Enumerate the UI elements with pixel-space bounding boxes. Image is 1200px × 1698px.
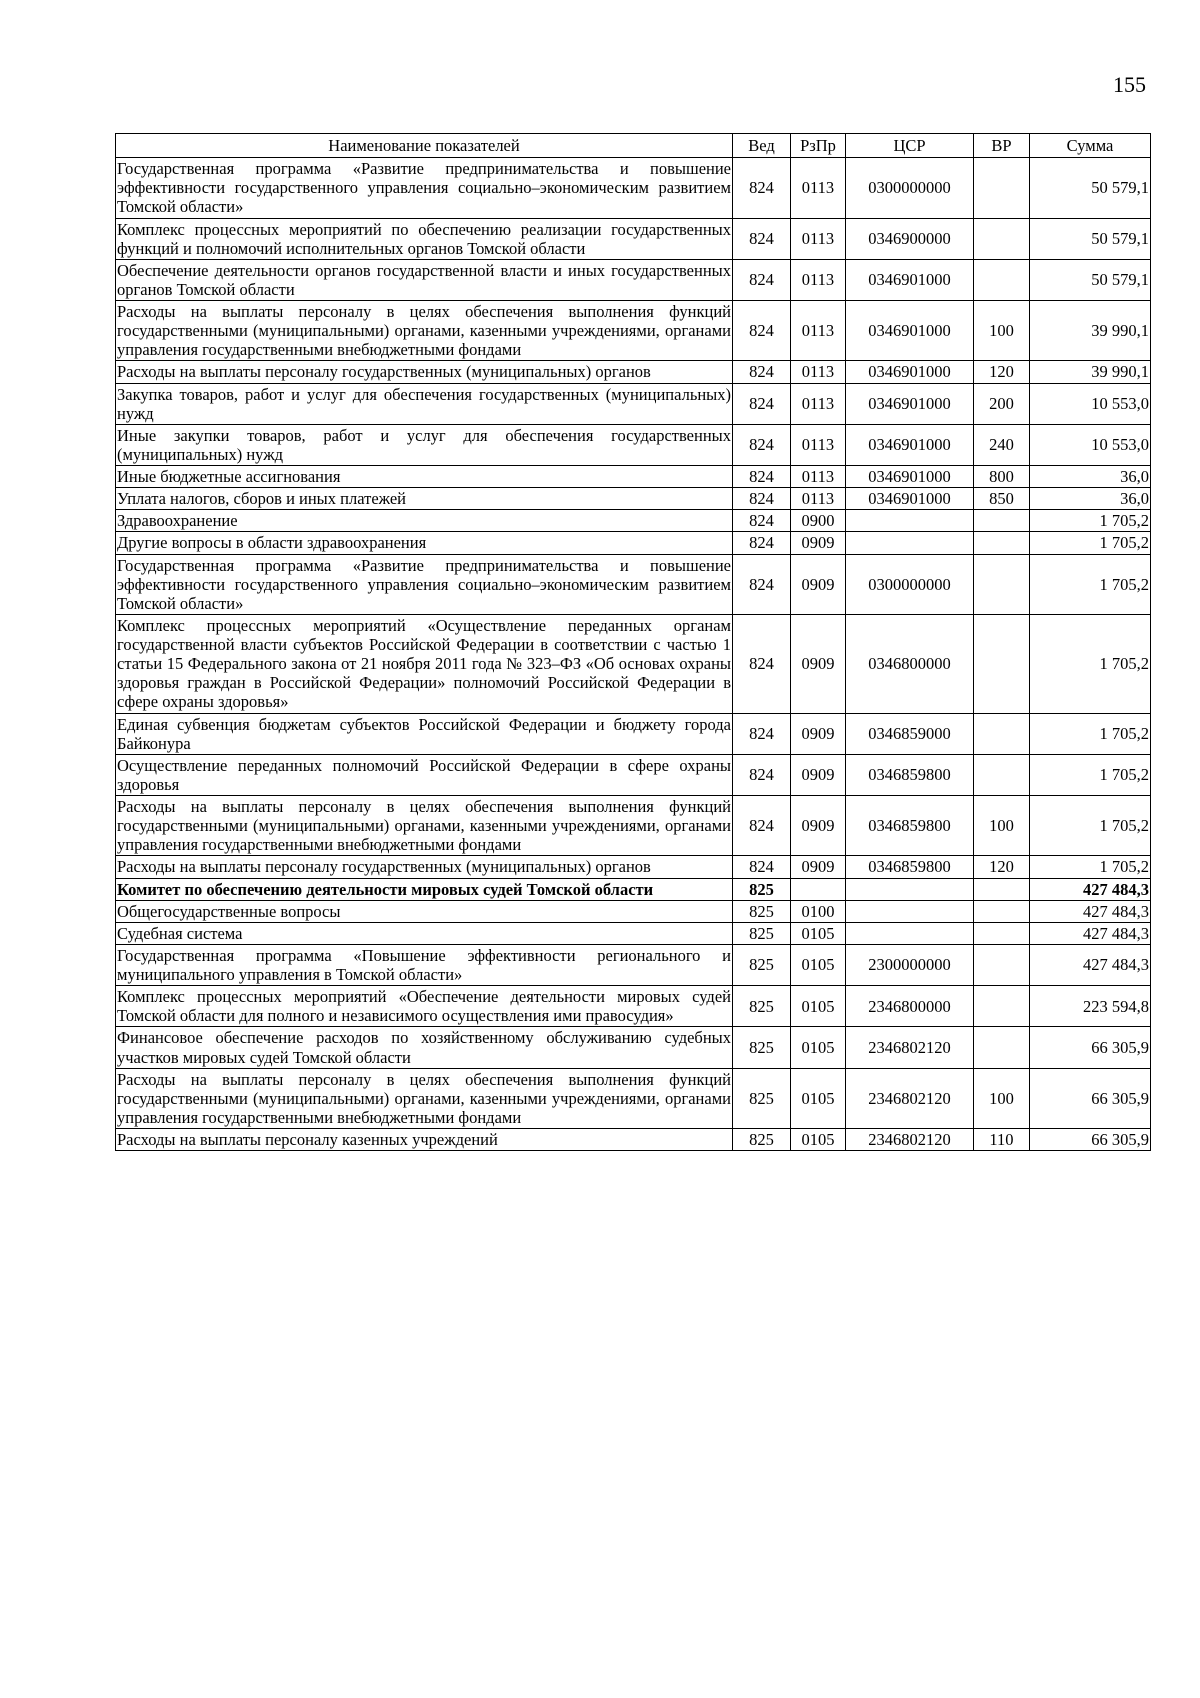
cell-ved: 824 xyxy=(733,301,791,361)
cell-vr xyxy=(974,713,1030,754)
cell-vr: 100 xyxy=(974,301,1030,361)
cell-vr xyxy=(974,944,1030,985)
cell-name: Комплекс процессных мероприятий «Обеспечение деятельности мировых судей Томской области для полного и независимого осуществления ими правосудия» xyxy=(117,987,731,1026)
table-row xyxy=(116,259,1151,300)
cell-name: Иные бюджетные ассигнования xyxy=(116,466,733,488)
cell-vr xyxy=(974,510,1030,532)
table-row xyxy=(116,900,1151,922)
cell-ved: 824 xyxy=(733,614,791,713)
cell-csr: 2300000000 xyxy=(846,944,974,985)
header-sum: Сумма xyxy=(1030,134,1151,158)
cell-rzpr: 0113 xyxy=(791,361,846,383)
cell-csr xyxy=(846,878,974,900)
cell-vr xyxy=(974,922,1030,944)
header-vr: ВР xyxy=(974,134,1030,158)
cell-name: Финансовое обеспечение расходов по хозяйственному обслуживанию судебных участков мировых судей Томской области xyxy=(117,1028,731,1067)
cell-sum: 427 484,3 xyxy=(1030,900,1151,922)
cell-vr: 120 xyxy=(974,361,1030,383)
cell-rzpr xyxy=(791,878,846,900)
table-header xyxy=(116,134,1151,158)
cell-rzpr: 0909 xyxy=(791,713,846,754)
cell-rzpr: 0105 xyxy=(791,1129,846,1151)
cell-ved: 824 xyxy=(733,856,791,878)
cell-csr: 2346800000 xyxy=(846,986,974,1027)
cell-ved: 824 xyxy=(733,158,791,218)
cell-csr: 0346859000 xyxy=(846,713,974,754)
cell-rzpr: 0113 xyxy=(791,301,846,361)
cell-sum: 66 305,9 xyxy=(1030,1068,1151,1128)
table-body xyxy=(116,158,1151,1151)
cell-ved: 824 xyxy=(733,361,791,383)
cell-vr: 800 xyxy=(974,466,1030,488)
cell-vr xyxy=(974,554,1030,614)
cell-sum: 36,0 xyxy=(1030,466,1151,488)
cell-sum: 427 484,3 xyxy=(1030,922,1151,944)
table-row xyxy=(116,510,1151,532)
cell-name: Единая субвенция бюджетам субъектов Российской Федерации и бюджету города Байконура xyxy=(117,714,731,753)
cell-ved: 825 xyxy=(733,986,791,1027)
table-row xyxy=(116,614,1151,713)
cell-sum: 39 990,1 xyxy=(1030,361,1151,383)
cell-csr: 0346901000 xyxy=(846,424,974,465)
cell-sum: 10 553,0 xyxy=(1030,383,1151,424)
cell-sum: 50 579,1 xyxy=(1030,259,1151,300)
cell-csr xyxy=(846,922,974,944)
cell-name: Комплекс процессных мероприятий по обеспечению реализации государственных функций и полномочий исполнительных органов Томской области xyxy=(117,219,731,258)
cell-ved: 825 xyxy=(733,944,791,985)
cell-ved: 824 xyxy=(733,466,791,488)
cell-rzpr: 0105 xyxy=(791,944,846,985)
budget-table xyxy=(115,133,1151,1151)
cell-ved: 825 xyxy=(733,1129,791,1151)
cell-csr: 0346800000 xyxy=(846,614,974,713)
table-row xyxy=(116,218,1151,259)
header-rzpr: РзПр xyxy=(791,134,846,158)
header-ved: Вед xyxy=(733,134,791,158)
cell-rzpr: 0105 xyxy=(791,1027,846,1068)
cell-rzpr: 0113 xyxy=(791,218,846,259)
cell-name: Расходы на выплаты персоналу в целях обеспечения выполнения функций государственными (муниципальными) органами, казенными учреждениями, органами управления государственными внебюджетными фондами xyxy=(117,1069,731,1127)
cell-vr xyxy=(974,1027,1030,1068)
table-row xyxy=(116,532,1151,554)
cell-name: Осуществление переданных полномочий Российской Федерации в сфере охраны здоровья xyxy=(117,755,731,794)
cell-rzpr: 0909 xyxy=(791,554,846,614)
cell-ved: 825 xyxy=(733,878,791,900)
cell-csr: 0346859800 xyxy=(846,796,974,856)
cell-ved: 824 xyxy=(733,488,791,510)
table-row xyxy=(116,158,1151,218)
cell-vr xyxy=(974,986,1030,1027)
cell-name: Государственная программа «Развитие предпринимательства и повышение эффективности государственного управления социально–экономическим развитием Томской области» xyxy=(117,555,731,613)
cell-csr: 0346859800 xyxy=(846,754,974,795)
table-row xyxy=(116,878,1151,900)
cell-ved: 824 xyxy=(733,383,791,424)
table-row xyxy=(116,301,1151,361)
cell-vr: 100 xyxy=(974,796,1030,856)
cell-vr: 240 xyxy=(974,424,1030,465)
cell-name: Расходы на выплаты персоналу казенных учреждений xyxy=(116,1129,733,1151)
cell-vr: 200 xyxy=(974,383,1030,424)
cell-rzpr: 0909 xyxy=(791,754,846,795)
cell-name: Уплата налогов, сборов и иных платежей xyxy=(116,488,733,510)
cell-ved: 824 xyxy=(733,424,791,465)
cell-ved: 824 xyxy=(733,532,791,554)
cell-name: Судебная система xyxy=(116,922,733,944)
cell-name: Расходы на выплаты персоналу в целях обеспечения выполнения функций государственными (муниципальными) органами, казенными учреждениями, органами управления государственными внебюджетными фондами xyxy=(117,797,731,855)
cell-csr: 2346802120 xyxy=(846,1068,974,1128)
cell-ved: 824 xyxy=(733,218,791,259)
table-row xyxy=(116,466,1151,488)
cell-csr: 2346802120 xyxy=(846,1027,974,1068)
cell-sum: 1 705,2 xyxy=(1030,614,1151,713)
cell-vr xyxy=(974,754,1030,795)
cell-rzpr: 0909 xyxy=(791,796,846,856)
cell-csr: 0346901000 xyxy=(846,466,974,488)
header-csr: ЦСР xyxy=(846,134,974,158)
cell-vr xyxy=(974,900,1030,922)
table-row xyxy=(116,1129,1151,1151)
cell-vr: 120 xyxy=(974,856,1030,878)
cell-sum: 50 579,1 xyxy=(1030,158,1151,218)
cell-rzpr: 0105 xyxy=(791,1068,846,1128)
cell-name: Расходы на выплаты персоналу в целях обеспечения выполнения функций государственными (муниципальными) органами, казенными учреждениями, органами управления государственными внебюджетными фондами xyxy=(117,302,731,360)
cell-vr xyxy=(974,532,1030,554)
cell-ved: 825 xyxy=(733,922,791,944)
table-row xyxy=(116,713,1151,754)
cell-sum: 1 705,2 xyxy=(1030,510,1151,532)
cell-rzpr: 0105 xyxy=(791,986,846,1027)
header-row xyxy=(116,134,1151,158)
table-row xyxy=(116,922,1151,944)
table-row xyxy=(116,754,1151,795)
cell-rzpr: 0909 xyxy=(791,532,846,554)
cell-sum: 1 705,2 xyxy=(1030,532,1151,554)
cell-rzpr: 0100 xyxy=(791,900,846,922)
cell-ved: 824 xyxy=(733,754,791,795)
cell-vr xyxy=(974,259,1030,300)
cell-name: Государственная программа «Развитие предпринимательства и повышение эффективности государственного управления социально–экономическим развитием Томской области» xyxy=(117,159,731,217)
cell-vr xyxy=(974,614,1030,713)
cell-ved: 825 xyxy=(733,1068,791,1128)
cell-csr: 0346901000 xyxy=(846,301,974,361)
cell-csr: 0346900000 xyxy=(846,218,974,259)
cell-csr: 2346802120 xyxy=(846,1129,974,1151)
cell-name: Иные закупки товаров, работ и услуг для обеспечения государственных (муниципальных) нужд xyxy=(117,425,731,464)
cell-sum: 1 705,2 xyxy=(1030,856,1151,878)
table-row xyxy=(116,856,1151,878)
cell-sum: 1 705,2 xyxy=(1030,554,1151,614)
table-row xyxy=(116,383,1151,424)
cell-ved: 825 xyxy=(733,1027,791,1068)
cell-rzpr: 0113 xyxy=(791,158,846,218)
cell-name: Государственная программа «Повышение эффективности регионального и муниципального управления в Томской области» xyxy=(117,945,731,984)
cell-ved: 824 xyxy=(733,510,791,532)
cell-sum: 66 305,9 xyxy=(1030,1129,1151,1151)
cell-csr: 0300000000 xyxy=(846,554,974,614)
cell-rzpr: 0909 xyxy=(791,614,846,713)
cell-sum: 50 579,1 xyxy=(1030,218,1151,259)
table-row xyxy=(116,424,1151,465)
cell-name: Расходы на выплаты персоналу государственных (муниципальных) органов xyxy=(116,856,733,878)
cell-vr: 100 xyxy=(974,1068,1030,1128)
table-row xyxy=(116,554,1151,614)
cell-name: Общегосударственные вопросы xyxy=(116,900,733,922)
cell-rzpr: 0113 xyxy=(791,383,846,424)
table-row xyxy=(116,986,1151,1027)
cell-ved: 824 xyxy=(733,713,791,754)
cell-ved: 824 xyxy=(733,796,791,856)
cell-rzpr: 0909 xyxy=(791,856,846,878)
cell-csr xyxy=(846,900,974,922)
cell-name: Закупка товаров, работ и услуг для обеспечения государственных (муниципальных) нужд xyxy=(117,384,731,423)
cell-name: Комитет по обеспечению деятельности мировых судей Томской области xyxy=(116,878,733,900)
cell-csr xyxy=(846,510,974,532)
cell-csr: 0300000000 xyxy=(846,158,974,218)
cell-sum: 66 305,9 xyxy=(1030,1027,1151,1068)
table-row xyxy=(116,796,1151,856)
cell-vr xyxy=(974,158,1030,218)
cell-csr: 0346901000 xyxy=(846,259,974,300)
cell-rzpr: 0113 xyxy=(791,488,846,510)
cell-csr: 0346901000 xyxy=(846,488,974,510)
cell-sum: 1 705,2 xyxy=(1030,754,1151,795)
table-row xyxy=(116,944,1151,985)
cell-rzpr: 0113 xyxy=(791,424,846,465)
page-number: 155 xyxy=(1113,72,1146,97)
cell-ved: 824 xyxy=(733,259,791,300)
table-row xyxy=(116,1027,1151,1068)
cell-csr xyxy=(846,532,974,554)
cell-csr: 0346859800 xyxy=(846,856,974,878)
cell-name: Обеспечение деятельности органов государственной власти и иных государственных органов Томской области xyxy=(117,260,731,299)
cell-rzpr: 0105 xyxy=(791,922,846,944)
cell-rzpr: 0113 xyxy=(791,466,846,488)
cell-sum: 10 553,0 xyxy=(1030,424,1151,465)
cell-sum: 39 990,1 xyxy=(1030,301,1151,361)
cell-csr: 0346901000 xyxy=(846,361,974,383)
cell-name: Здравоохранение xyxy=(116,510,733,532)
cell-vr xyxy=(974,218,1030,259)
cell-ved: 825 xyxy=(733,900,791,922)
cell-csr: 0346901000 xyxy=(846,383,974,424)
cell-rzpr: 0113 xyxy=(791,259,846,300)
cell-vr: 110 xyxy=(974,1129,1030,1151)
table-row xyxy=(116,488,1151,510)
cell-sum: 427 484,3 xyxy=(1030,878,1151,900)
table-row xyxy=(116,361,1151,383)
cell-ved: 824 xyxy=(733,554,791,614)
cell-name: Расходы на выплаты персоналу государственных (муниципальных) органов xyxy=(116,361,733,383)
cell-vr xyxy=(974,878,1030,900)
cell-name: Другие вопросы в области здравоохранения xyxy=(116,532,733,554)
table-row xyxy=(116,1068,1151,1128)
cell-sum: 223 594,8 xyxy=(1030,986,1151,1027)
cell-sum: 427 484,3 xyxy=(1030,944,1151,985)
cell-name: Комплекс процессных мероприятий «Осуществление переданных органам государственной власти субъектов Российской Федерации в соответствии с частью 1 статьи 15 Федерального закона от 21 ноября 2011 года № 323–ФЗ «Об основах охраны здоровья граждан в Российской Федерации» полномочий Российской Федерации в сфере охраны здоровья» xyxy=(117,615,731,712)
cell-sum: 1 705,2 xyxy=(1030,796,1151,856)
cell-rzpr: 0900 xyxy=(791,510,846,532)
cell-sum: 36,0 xyxy=(1030,488,1151,510)
header-name: Наименование показателей xyxy=(116,134,733,158)
cell-vr: 850 xyxy=(974,488,1030,510)
cell-sum: 1 705,2 xyxy=(1030,713,1151,754)
